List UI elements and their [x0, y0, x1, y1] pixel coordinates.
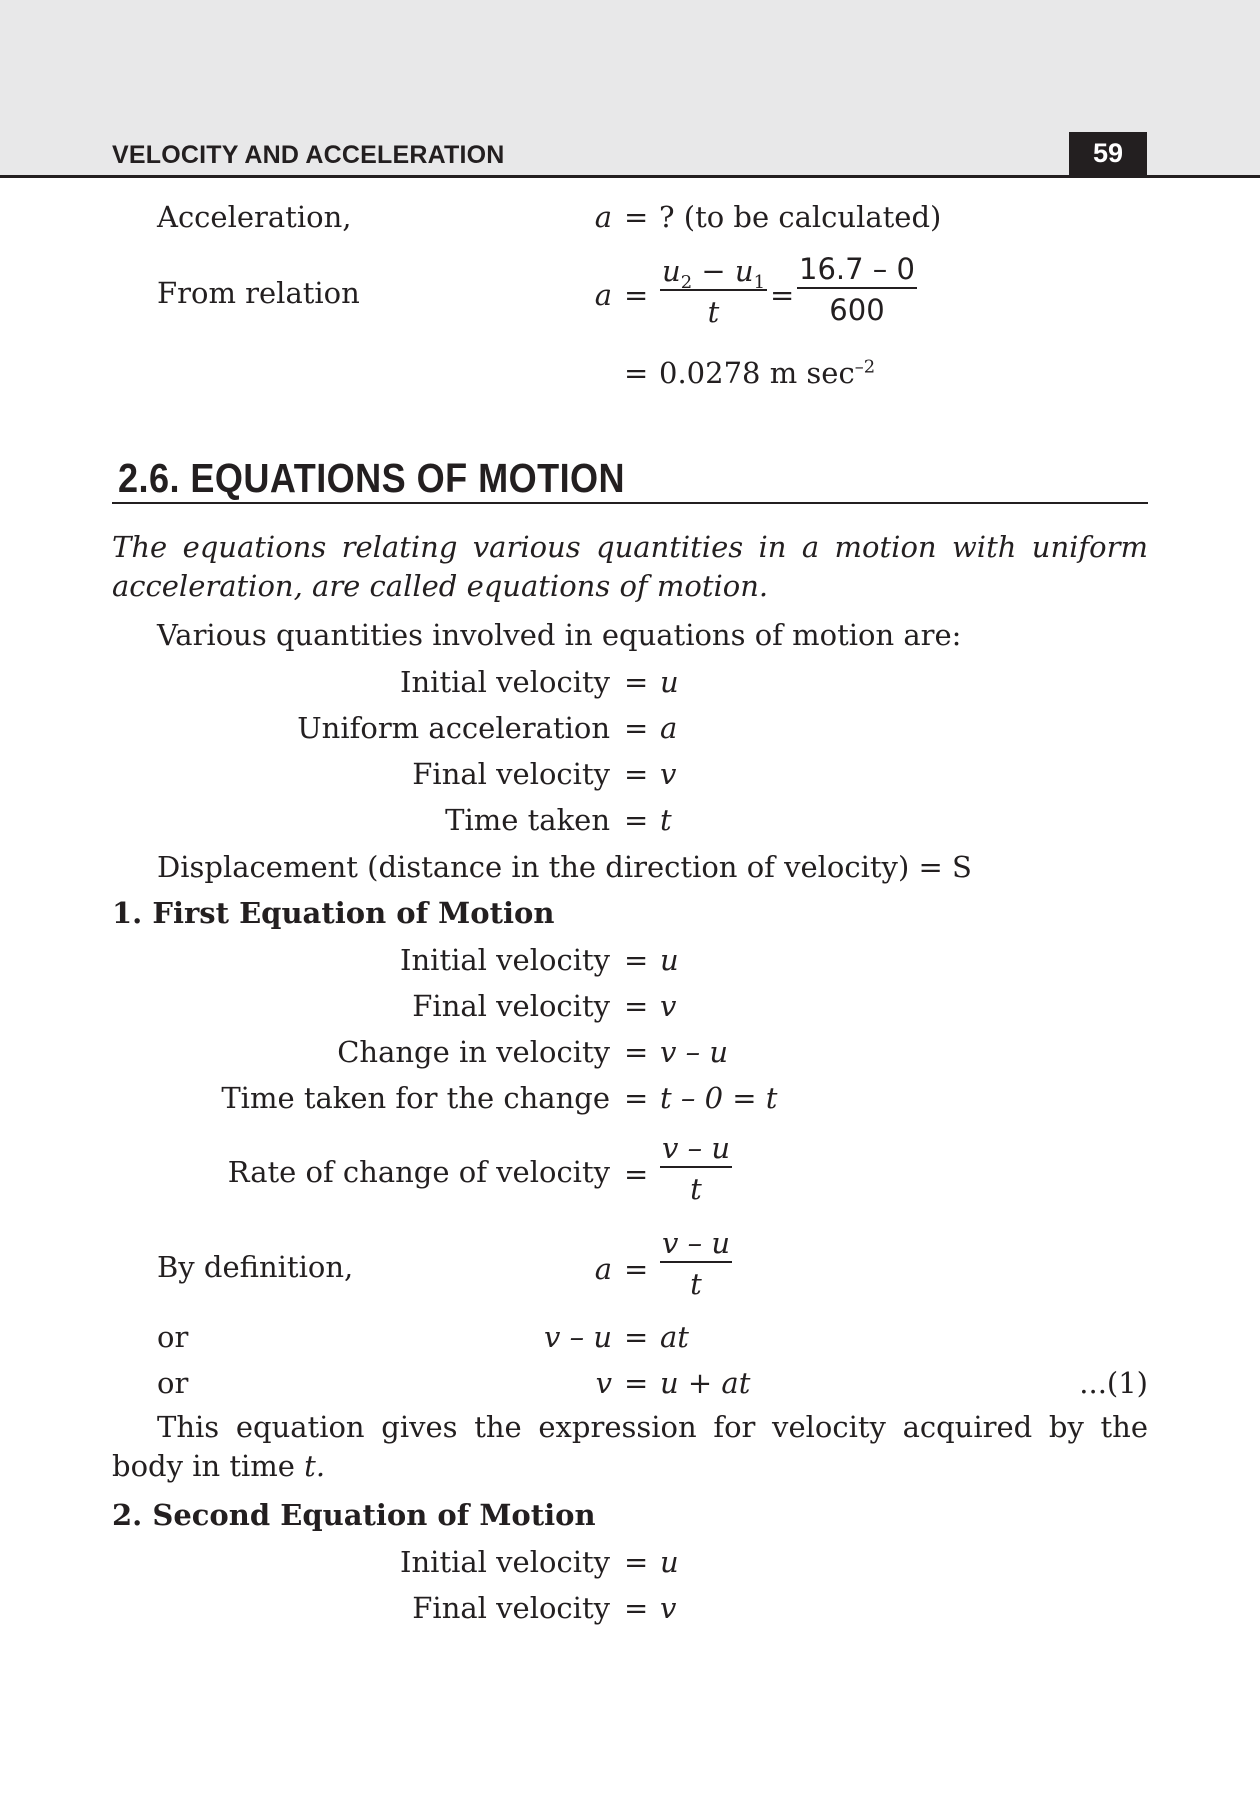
step1-lhs: v – u — [544, 1320, 612, 1354]
definition-label: By definition, — [157, 1250, 354, 1284]
row-value: t – 0 = t — [660, 1081, 778, 1115]
or-label: or — [157, 1320, 189, 1354]
equals-sign: = — [624, 803, 649, 837]
step2-rhs: u + at — [660, 1366, 751, 1400]
equals-sign: = — [624, 711, 649, 745]
second-equation-heading: 2. Second Equation of Motion — [112, 1498, 596, 1532]
equation-number: ...(1) — [1079, 1366, 1148, 1400]
equals-sign: = — [624, 200, 649, 234]
equals-sign: = — [624, 1081, 649, 1115]
acceleration-label: Acceleration, — [157, 200, 352, 234]
row-label: Final velocity — [412, 989, 610, 1023]
relation-label: From relation — [157, 276, 360, 310]
first-equation-heading: 1. First Equation of Motion — [112, 896, 555, 930]
definition-fraction — [660, 1228, 732, 1300]
displacement-line: Displacement (distance in the direction of velocity) = S — [157, 850, 972, 884]
fraction-denominator: t — [690, 1267, 702, 1302]
or-label: or — [157, 1366, 189, 1400]
numeric-numerator: 16.7 – 0 — [797, 254, 917, 289]
equals-sign: = — [624, 356, 649, 390]
velocity-difference-fraction — [660, 256, 767, 328]
page-number: 59 — [1069, 132, 1147, 175]
u-symbol: u — [662, 254, 681, 288]
equals-sign: = — [624, 1035, 649, 1069]
quantity-symbol: u — [660, 665, 679, 699]
row-label: Time taken for the change — [221, 1081, 610, 1115]
equals-sign: = — [624, 1591, 649, 1625]
fraction-numerator — [660, 256, 767, 291]
minus-sign: − — [692, 254, 735, 288]
equals-sign: = — [770, 278, 795, 312]
equals-sign: = — [624, 1252, 649, 1286]
numeric-denominator: 600 — [829, 293, 885, 328]
row-label: Final velocity — [412, 1591, 610, 1625]
rate-label: Rate of change of velocity — [227, 1155, 610, 1189]
acceleration-lhs: a — [594, 200, 612, 234]
section-title: 2.6. EQUATIONS OF MOTION — [118, 455, 626, 501]
explanation-paragraph — [112, 1408, 1148, 1486]
equals-sign: = — [624, 1320, 649, 1354]
equals-sign: = — [624, 1366, 649, 1400]
fraction-numerator: v – u — [660, 1133, 732, 1168]
row-label: Initial velocity — [400, 1545, 610, 1579]
quantities-intro: Various quantities involved in equations of motion are: — [157, 618, 962, 652]
acceleration-result — [659, 356, 875, 390]
row-value: u — [660, 1545, 679, 1579]
row-value: v — [660, 989, 677, 1023]
running-title: VELOCITY AND ACCELERATION — [112, 141, 505, 169]
row-label: Change in velocity — [337, 1035, 610, 1069]
fraction-denominator: t — [690, 1172, 702, 1207]
quantity-label: Initial velocity — [400, 665, 610, 699]
equals-sign: = — [624, 943, 649, 977]
row-value: v — [660, 1591, 677, 1625]
acceleration-value: ? (to be calculated) — [659, 200, 942, 234]
equals-sign: = — [624, 1157, 649, 1191]
equals-sign: = — [624, 757, 649, 791]
row-value: v – u — [660, 1035, 728, 1069]
fraction-numerator: v – u — [660, 1228, 732, 1263]
step1-rhs: at — [660, 1320, 689, 1354]
numeric-fraction — [797, 254, 917, 326]
quantity-label: Uniform acceleration — [297, 711, 610, 745]
section-rule — [112, 502, 1148, 504]
row-label: Initial velocity — [400, 943, 610, 977]
subscript: 1 — [753, 271, 765, 293]
result-value: 0.0278 m sec — [659, 356, 855, 390]
quantity-symbol: a — [660, 711, 678, 745]
relation-lhs: a — [594, 278, 612, 312]
equals-sign: = — [624, 989, 649, 1023]
definition-lhs: a — [594, 1252, 612, 1286]
equals-sign: = — [624, 278, 649, 312]
rate-fraction — [660, 1133, 732, 1205]
explanation-end: t. — [304, 1449, 326, 1483]
quantity-label: Time taken — [445, 803, 610, 837]
explanation-text: This equation gives the expression for velocity acquired by the body in time — [112, 1410, 1148, 1483]
subscript: 2 — [680, 271, 693, 293]
u-symbol: u — [734, 254, 754, 288]
equals-sign: = — [624, 665, 649, 699]
equals-sign: = — [624, 1545, 649, 1579]
header-rule — [0, 175, 1260, 178]
step2-lhs: v — [595, 1366, 612, 1400]
result-exponent: –2 — [854, 356, 876, 378]
quantity-symbol: t — [660, 803, 672, 837]
fraction-denominator: t — [707, 295, 720, 330]
quantity-label: Final velocity — [412, 757, 610, 791]
quantity-symbol: v — [660, 757, 677, 791]
row-value: u — [660, 943, 679, 977]
definition-paragraph: The equations relating various quantities in a motion with uniform acceleration, are called equations of motion. — [112, 530, 1148, 603]
